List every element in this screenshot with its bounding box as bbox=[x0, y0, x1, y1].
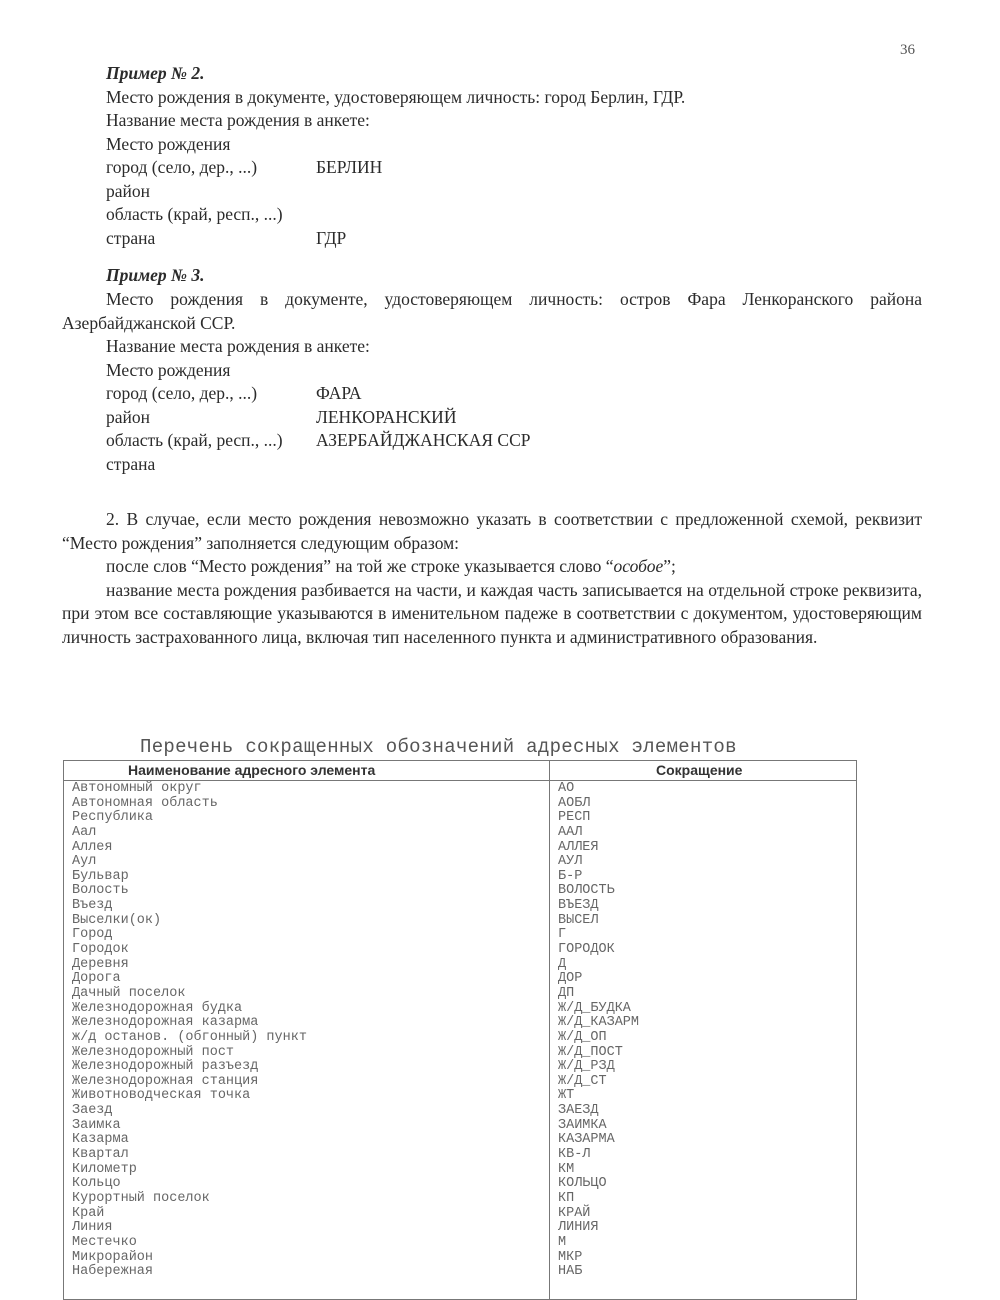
element-name-cell: Деревня bbox=[72, 956, 129, 972]
abbreviation-cell: ААЛ bbox=[558, 824, 583, 840]
example-3-row-city bbox=[106, 382, 370, 406]
example-3-intro-line2: Азербайджанской ССР. bbox=[62, 312, 236, 333]
table-row bbox=[64, 885, 856, 900]
abbreviation-cell: КВ-Л bbox=[558, 1147, 591, 1163]
table-row bbox=[64, 1149, 856, 1164]
abbreviation-cell: Ж/Д_КАЗАРМ bbox=[558, 1015, 640, 1031]
element-name-cell: Местечко bbox=[72, 1234, 137, 1250]
abbreviation-cell: КРАЙ bbox=[558, 1205, 591, 1221]
table-row bbox=[64, 1205, 856, 1223]
example-3-fields bbox=[106, 335, 531, 476]
element-name-cell: Въезд bbox=[72, 898, 113, 914]
element-name-cell: Железнодорожная станция bbox=[72, 1073, 259, 1089]
element-name-cell: Республика bbox=[72, 810, 154, 826]
abbreviation-cell: Ж/Д_БУДКА bbox=[558, 1000, 631, 1016]
example-3-row-country bbox=[106, 453, 370, 477]
row-value: АЗЕРБАЙДЖАНСКАЯ ССР bbox=[316, 430, 531, 450]
abbreviation-cell: Г bbox=[558, 927, 567, 943]
element-name-cell: Аул bbox=[72, 854, 97, 870]
row-label: город (село, дер., ...) bbox=[106, 383, 258, 403]
element-name-cell: Железнодорожный пост bbox=[72, 1044, 235, 1060]
element-name-cell: Бульвар bbox=[72, 868, 129, 884]
example-2-row-city bbox=[106, 156, 685, 180]
element-name-cell: Километр bbox=[72, 1161, 137, 1177]
table-row bbox=[64, 929, 856, 944]
abbreviation-cell: Ж/Д_СТ bbox=[558, 1073, 607, 1089]
example-3-heading: Пример № 3. bbox=[106, 265, 205, 285]
abbreviation-cell: М bbox=[558, 1234, 567, 1250]
element-name-cell: Автономная область bbox=[72, 795, 218, 811]
table-body bbox=[64, 783, 856, 1281]
example-3-intro bbox=[62, 288, 922, 335]
element-name-cell: Микрорайон bbox=[72, 1249, 154, 1265]
abbreviation-cell: АЛЛЕЯ bbox=[558, 839, 599, 855]
abbreviation-cell: ВЫСЕЛ bbox=[558, 912, 599, 928]
table-row bbox=[64, 1190, 856, 1208]
column-header-abbr: Сокращение bbox=[656, 762, 743, 778]
row-value: ЛЕНКОРАНСКИЙ bbox=[316, 406, 457, 427]
table-row bbox=[64, 839, 856, 857]
abbreviation-cell: ВОЛОСТЬ bbox=[558, 883, 615, 899]
row-value: БЕРЛИН bbox=[316, 157, 383, 177]
paragraph-2-emphasis: особое bbox=[613, 556, 664, 576]
element-name-cell: Волость bbox=[72, 883, 129, 899]
table-row bbox=[64, 1134, 856, 1149]
element-name-cell: Железнодорожная будка bbox=[72, 1000, 243, 1016]
table-row bbox=[64, 900, 856, 915]
element-name-cell: Дачный поселок bbox=[72, 985, 186, 1001]
example-2-label: Название места рождения в анкете: bbox=[106, 110, 370, 130]
row-label: район bbox=[106, 180, 150, 201]
element-name-cell: Аллея bbox=[72, 839, 113, 855]
table-row bbox=[64, 956, 856, 974]
abbreviation-cell: КОЛЬЦО bbox=[558, 1176, 607, 1192]
section-2-paragraph-3: название места рождения разбивается на части, и каждая часть записывается на отдельной строке реквизита, при этом все составляющие указываются в именительном падеже в соответствии с документом, удостоверяющим личность застрахованного лица, включая тип населенного пункта и административного образования. bbox=[62, 579, 922, 647]
example-3-row-region bbox=[106, 429, 531, 453]
element-name-cell: Казарма bbox=[72, 1132, 129, 1148]
element-name-cell: Железнодорожный разъезд bbox=[72, 1059, 259, 1075]
abbreviation-cell: ЗАИМКА bbox=[558, 1117, 607, 1133]
element-name-cell: Линия bbox=[72, 1220, 113, 1236]
example-2-intro: Место рождения в документе, удостоверяющем личность: город Берлин, ГДР. bbox=[106, 86, 686, 107]
element-name-cell: Животноводческая точка bbox=[72, 1088, 251, 1104]
example-3 bbox=[106, 264, 205, 288]
row-label: область (край, респ., ...) bbox=[106, 204, 283, 224]
element-name-cell: Автономный округ bbox=[72, 781, 202, 796]
table-row bbox=[64, 868, 856, 886]
example-2-row-country bbox=[106, 227, 685, 251]
example-2-heading: Пример № 2. bbox=[106, 63, 205, 83]
abbreviation-cell: Ж/Д_ОП bbox=[558, 1029, 607, 1045]
example-2 bbox=[106, 62, 685, 250]
abbreviation-cell: Ж/Д_ПОСТ bbox=[558, 1044, 623, 1060]
table-row bbox=[64, 1234, 856, 1252]
section-2-paragraph-1: 2. В случае, если место рождения невозможно указать в соответствии с предложенной схемой, реквизит “Место рождения” заполняется следующим образом: bbox=[62, 509, 922, 553]
element-name-cell: Заезд bbox=[72, 1103, 113, 1119]
abbreviation-cell: ГОРОДОК bbox=[558, 942, 615, 958]
table-row bbox=[64, 1117, 856, 1135]
abbreviation-cell: ЛИНИЯ bbox=[558, 1220, 599, 1236]
element-name-cell: Кольцо bbox=[72, 1176, 121, 1192]
abbreviation-cell: Ж/Д_РЗД bbox=[558, 1059, 615, 1075]
abbreviation-cell: ЗАЕЗД bbox=[558, 1103, 599, 1119]
element-name-cell: Дорога bbox=[72, 971, 121, 987]
element-name-cell: Квартал bbox=[72, 1147, 129, 1163]
abbreviation-cell: Д bbox=[558, 956, 567, 972]
row-label: область (край, респ., ...) bbox=[106, 430, 283, 450]
element-name-cell: Железнодорожная казарма bbox=[72, 1015, 259, 1031]
abbreviation-table bbox=[63, 760, 857, 1300]
row-label: район bbox=[106, 406, 150, 427]
table-row bbox=[64, 824, 856, 842]
row-value: ФАРА bbox=[316, 383, 362, 403]
abbreviation-cell: АО bbox=[558, 781, 575, 796]
abbreviation-cell: РЕСП bbox=[558, 810, 591, 826]
abbreviation-cell: АОБЛ bbox=[558, 795, 591, 811]
paragraph-2-after: ”; bbox=[663, 556, 676, 576]
element-name-cell: Выселки(ок) bbox=[72, 912, 162, 928]
example-3-place-title: Место рождения bbox=[106, 359, 231, 380]
abbreviation-cell: НАБ bbox=[558, 1264, 583, 1280]
section-2 bbox=[62, 508, 922, 649]
table-row bbox=[64, 944, 856, 959]
example-3-row-district bbox=[106, 406, 457, 430]
table-row bbox=[64, 1161, 856, 1179]
row-label: страна bbox=[106, 453, 156, 474]
abbreviation-cell: Б-Р bbox=[558, 868, 583, 884]
element-name-cell: Аал bbox=[72, 824, 97, 840]
paragraph-2-before: после слов “Место рождения” на той же строке указывается слово “ bbox=[106, 556, 614, 576]
row-value: ГДР bbox=[316, 227, 347, 248]
example-3-intro-line1: Место рождения в документе, удостоверяющем личность: остров Фара Ленкоранского района bbox=[106, 289, 922, 309]
table-row bbox=[64, 812, 856, 827]
element-name-cell: Край bbox=[72, 1205, 105, 1221]
element-name-cell: Курортный поселок bbox=[72, 1190, 210, 1206]
example-2-row-region bbox=[106, 203, 685, 227]
table-title: Перечень сокращенных обозначений адресных элементов bbox=[140, 736, 737, 758]
table-row bbox=[64, 856, 856, 871]
abbreviation-cell: ДП bbox=[558, 985, 575, 1001]
abbreviation-cell: АУЛ bbox=[558, 854, 583, 870]
table-row bbox=[64, 1249, 856, 1267]
table-row bbox=[64, 1222, 856, 1237]
example-2-place-title: Место рождения bbox=[106, 133, 231, 154]
section-2-paragraph-2 bbox=[62, 555, 922, 579]
abbreviation-cell: КМ bbox=[558, 1161, 575, 1177]
example-3-label: Название места рождения в анкете: bbox=[106, 336, 370, 356]
element-name-cell: Город bbox=[72, 927, 113, 943]
example-2-row-district bbox=[106, 180, 685, 204]
table-row bbox=[64, 1105, 856, 1120]
abbreviation-cell: ЖТ bbox=[558, 1088, 575, 1104]
page-number: 36 bbox=[900, 42, 915, 58]
table-row bbox=[64, 795, 856, 813]
abbreviation-cell: КП bbox=[558, 1190, 575, 1206]
table-row bbox=[64, 1090, 856, 1105]
element-name-cell: Городок bbox=[72, 942, 129, 958]
element-name-cell: Набережная bbox=[72, 1264, 154, 1280]
table-row bbox=[64, 912, 856, 930]
element-name-cell: Заимка bbox=[72, 1117, 121, 1133]
row-label: город (село, дер., ...) bbox=[106, 157, 258, 177]
abbreviation-cell: КАЗАРМА bbox=[558, 1132, 615, 1148]
column-header-name: Наименование адресного элемента bbox=[128, 762, 376, 778]
row-label: страна bbox=[106, 227, 156, 248]
table-row bbox=[64, 1266, 856, 1281]
abbreviation-cell: МКР bbox=[558, 1249, 583, 1265]
element-name-cell: ж/д останов. (обгонный) пункт bbox=[72, 1029, 307, 1045]
abbreviation-cell: ВЪЕЗД bbox=[558, 898, 599, 914]
abbreviation-cell: ДОР bbox=[558, 971, 583, 987]
